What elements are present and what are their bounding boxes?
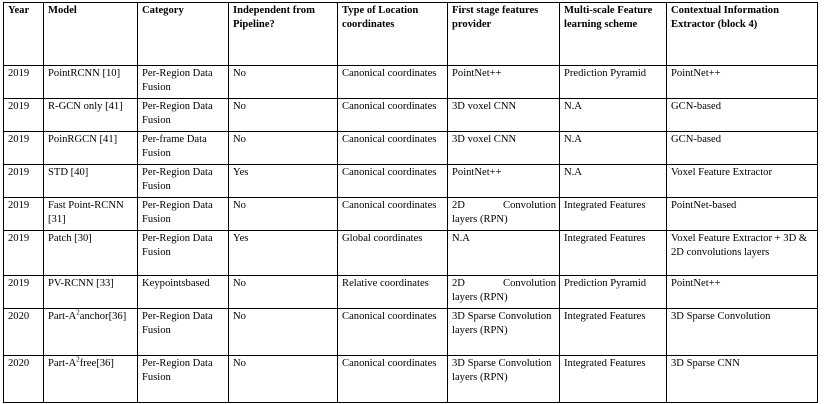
- first-stage-line: [452, 277, 556, 291]
- cell-independent: No: [229, 66, 338, 99]
- cell-category: Per-Region Data Fusion: [138, 231, 229, 276]
- cell-year: 2019: [4, 198, 44, 231]
- cell-first-stage: [448, 276, 560, 309]
- first-stage-line: layers (RPN): [452, 214, 508, 225]
- cell-location-type: Canonical coordinates: [338, 356, 448, 403]
- cell-independent: Yes: [229, 231, 338, 276]
- cell-category: Per-Region Data Fusion: [138, 165, 229, 198]
- cell-multiscale: Prediction Pyramid: [560, 66, 667, 99]
- cell-extractor: 3D Sparse CNN: [667, 356, 818, 403]
- header-category: Category: [138, 3, 229, 66]
- cell-location-type: Global coordinates: [338, 231, 448, 276]
- model-superscript: 2: [76, 355, 80, 364]
- cell-first-stage: [448, 198, 560, 231]
- table-row: [4, 198, 818, 231]
- cell-first-stage: 3D Sparse Convolution layers (RPN): [448, 309, 560, 356]
- cell-multiscale: N.A: [560, 165, 667, 198]
- cell-first-stage: PointNet++: [448, 165, 560, 198]
- cell-independent: No: [229, 99, 338, 132]
- header-year: Year: [4, 3, 44, 66]
- cell-category: Per-Region Data Fusion: [138, 99, 229, 132]
- cell-extractor: PointNet++: [667, 276, 818, 309]
- header-model: Model: [44, 3, 138, 66]
- cell-location-type: Canonical coordinates: [338, 66, 448, 99]
- cell-first-stage: 3D Sparse Convolution layers (RPN): [448, 356, 560, 403]
- cell-year: 2019: [4, 276, 44, 309]
- cell-year: 2019: [4, 132, 44, 165]
- cell-location-type: Canonical coordinates: [338, 165, 448, 198]
- table-row: [4, 132, 818, 165]
- header-location-type: Type of Location coordinates: [338, 3, 448, 66]
- cell-extractor: PointNet++: [667, 66, 818, 99]
- comparison-table: [3, 2, 818, 403]
- first-stage-line: [452, 199, 556, 213]
- cell-category: Per-Region Data Fusion: [138, 198, 229, 231]
- cell-category: Per-frame Data Fusion: [138, 132, 229, 165]
- model-prefix: Part-A: [48, 358, 77, 369]
- model-prefix: Part-A: [48, 311, 77, 322]
- table-row: [4, 66, 818, 99]
- model-superscript: 2: [76, 308, 80, 317]
- cell-category: Per-Region Data Fusion: [138, 66, 229, 99]
- model-suffix: anchor[36]: [79, 311, 127, 322]
- first-stage-word: 2D: [452, 278, 465, 289]
- cell-first-stage: PointNet++: [448, 66, 560, 99]
- cell-extractor: Voxel Feature Extractor: [667, 165, 818, 198]
- cell-location-type: Canonical coordinates: [338, 99, 448, 132]
- header-extractor: Contextual Information Extractor (block 4): [667, 3, 818, 66]
- cell-year: 2019: [4, 99, 44, 132]
- cell-multiscale: N.A: [560, 132, 667, 165]
- cell-multiscale: Integrated Features: [560, 231, 667, 276]
- table-row: [4, 309, 818, 356]
- cell-model: [44, 356, 138, 403]
- cell-year: 2019: [4, 231, 44, 276]
- cell-model: Patch [30]: [44, 231, 138, 276]
- cell-multiscale: N.A: [560, 99, 667, 132]
- table-row: [4, 165, 818, 198]
- cell-first-stage: 3D voxel CNN: [448, 132, 560, 165]
- cell-model: STD [40]: [44, 165, 138, 198]
- cell-extractor: GCN-based: [667, 132, 818, 165]
- cell-first-stage: N.A: [448, 231, 560, 276]
- cell-extractor: PointNet-based: [667, 198, 818, 231]
- cell-extractor: GCN-based: [667, 99, 818, 132]
- header-first-stage: First stage features provider: [448, 3, 560, 66]
- first-stage-line: layers (RPN): [452, 292, 508, 303]
- cell-independent: No: [229, 198, 338, 231]
- cell-category: Per-Region Data Fusion: [138, 309, 229, 356]
- table-row: [4, 276, 818, 309]
- cell-year: 2020: [4, 356, 44, 403]
- cell-multiscale: Integrated Features: [560, 198, 667, 231]
- table-row: [4, 99, 818, 132]
- cell-multiscale: Prediction Pyramid: [560, 276, 667, 309]
- cell-first-stage: 3D voxel CNN: [448, 99, 560, 132]
- cell-model: [44, 309, 138, 356]
- first-stage-word: 2D: [452, 200, 465, 211]
- cell-year: 2019: [4, 66, 44, 99]
- cell-independent: No: [229, 309, 338, 356]
- table-row: [4, 231, 818, 276]
- cell-multiscale: Integrated Features: [560, 356, 667, 403]
- cell-model: R-GCN only [41]: [44, 99, 138, 132]
- first-stage-word: Convolution: [503, 200, 556, 211]
- cell-independent: No: [229, 132, 338, 165]
- cell-independent: No: [229, 356, 338, 403]
- cell-location-type: Relative coordinates: [338, 276, 448, 309]
- cell-extractor: 3D Sparse Convolution: [667, 309, 818, 356]
- cell-location-type: Canonical coordinates: [338, 132, 448, 165]
- cell-model: PoinRGCN [41]: [44, 132, 138, 165]
- table-row: [4, 356, 818, 403]
- cell-category: Per-Region Data Fusion: [138, 356, 229, 403]
- model-suffix: free[36]: [79, 358, 114, 369]
- cell-category: Keypointsbased: [138, 276, 229, 309]
- cell-extractor: Voxel Feature Extractor + 3D & 2D convolutions layers: [667, 231, 818, 276]
- cell-multiscale: Integrated Features: [560, 309, 667, 356]
- cell-model: PointRCNN [10]: [44, 66, 138, 99]
- cell-model: Fast Point-RCNN [31]: [44, 198, 138, 231]
- cell-model: PV-RCNN [33]: [44, 276, 138, 309]
- cell-independent: No: [229, 276, 338, 309]
- header-row: [4, 3, 818, 66]
- first-stage-word: Convolution: [503, 278, 556, 289]
- cell-location-type: Canonical coordinates: [338, 309, 448, 356]
- cell-year: 2020: [4, 309, 44, 356]
- header-independent: Independent from Pipeline?: [229, 3, 338, 66]
- cell-location-type: Canonical coordinates: [338, 198, 448, 231]
- cell-independent: Yes: [229, 165, 338, 198]
- header-multiscale: Multi-scale Feature learning scheme: [560, 3, 667, 66]
- cell-year: 2019: [4, 165, 44, 198]
